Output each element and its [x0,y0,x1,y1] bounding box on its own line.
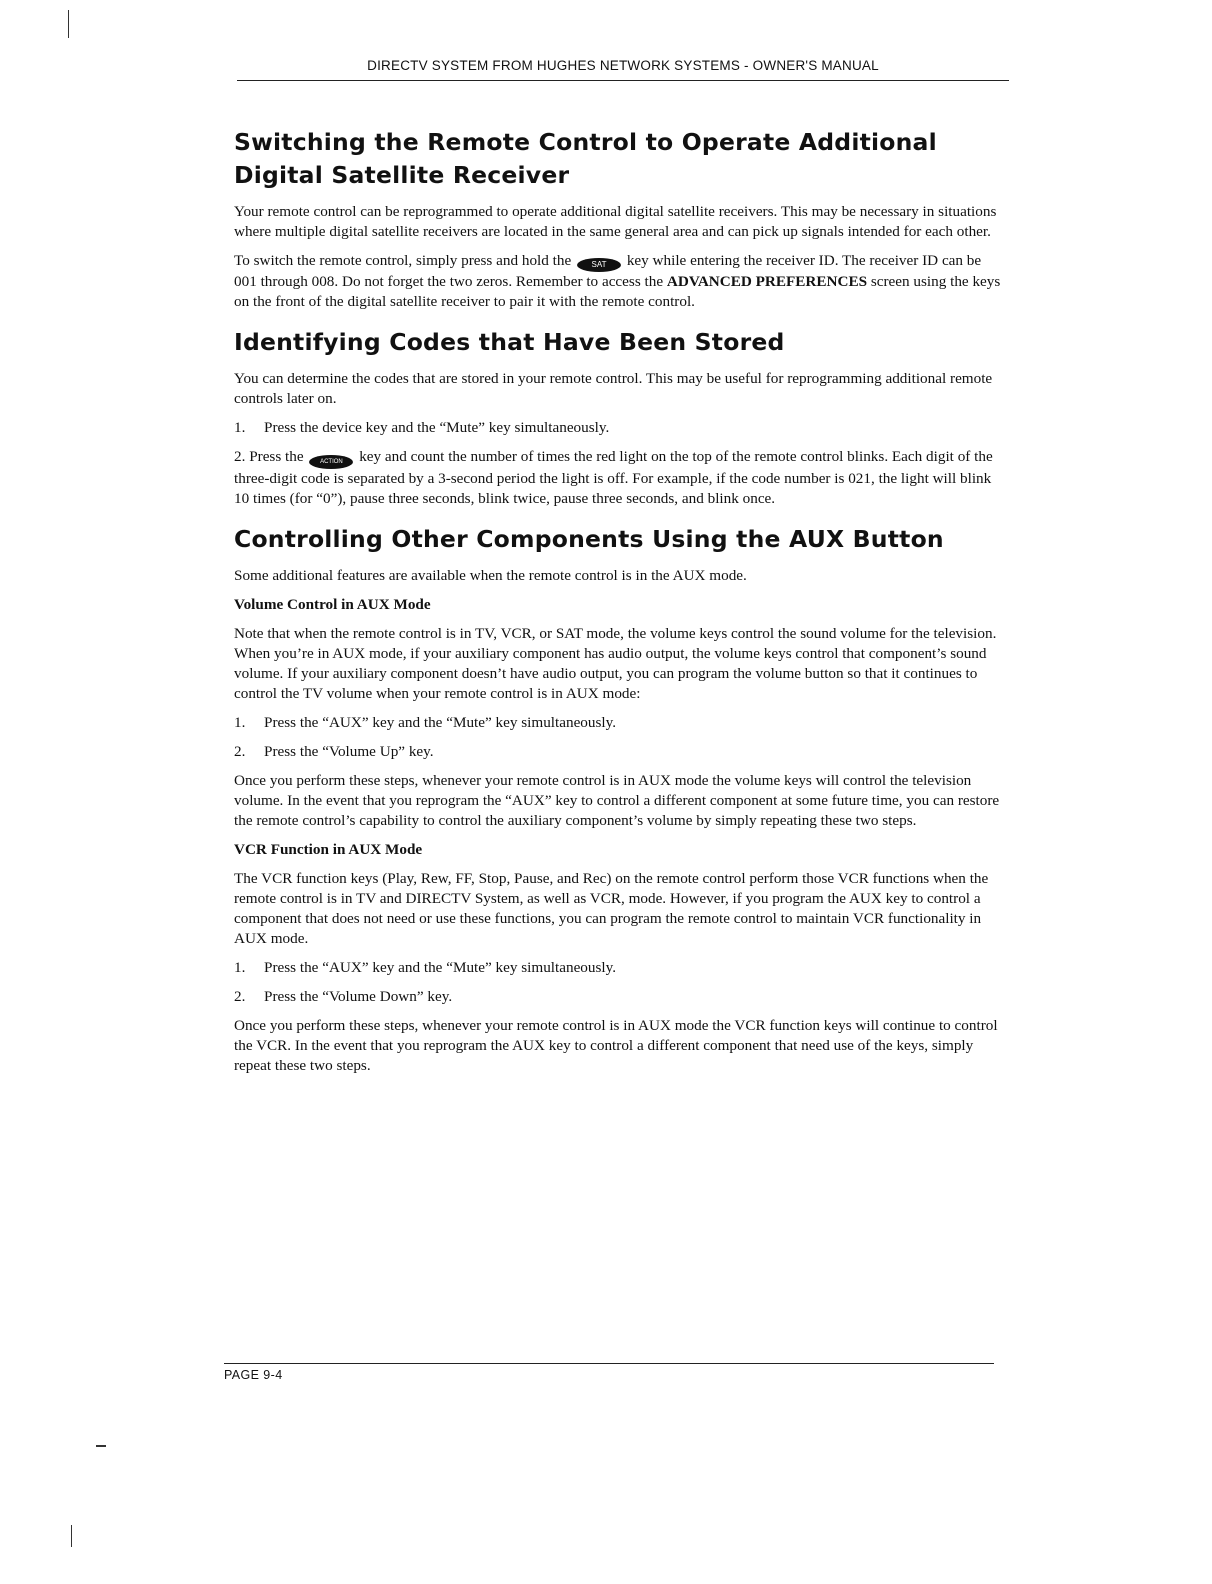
section-heading-aux: Controlling Other Components Using the AUX Button [234,525,944,553]
subheading-volume: Volume Control in AUX Mode [234,596,431,613]
scan-mark [71,1525,72,1547]
paragraph: The VCR function keys (Play, Rew, FF, Stop, Pause, and Rec) on the remote control perform those VCR functions when the remote control is in TV and DIRECTV System, as well as VCR, mode. However, if you program the AUX key to control a component that does not need or use these functions, you can program the remote control to maintain VCR functionality in AUX mode. [234,870,989,947]
paragraph: 2. Press the ACTION key and count the number of times the red light on the top of the remote control blinks. Each digit of the three-digit code is separated by a 3-second period the light is off. For example, if the code number is 021, the light will blink 10 times (for “0”), pause three seconds, blink twice, pause three seconds, and blink once. [234,448,993,507]
paragraph: Some additional features are available when the remote control is in the AUX mode. [234,567,747,584]
paragraph: Your remote control can be reprogrammed to operate additional digital satellite receivers. This may be necessary in situations where multiple digital satellite receivers are located in the same general area and can pick up signals intended for each other. [234,203,997,240]
list-item: 1. Press the “AUX” key and the “Mute” key simultaneously. [234,714,617,731]
paragraph: To switch the remote control, simply press and hold the SAT key while entering the receiver ID. The receiver ID can be 001 through 008. Do not forget the two zeros. Remember to access the ADVANCED PREFERENCES screen using the keys on the front of the digital satellite receiver to pair it with the remote control. [234,252,1001,310]
page-content [234,126,1004,1085]
page-footer [224,1363,994,1382]
paragraph: Once you perform these steps, whenever your remote control is in AUX mode the VCR function keys will continue to control the VCR. In the event that you reprogram the AUX key to control a different component that need use of the keys, simply repeat these two steps. [234,1017,998,1074]
paragraph: Once you perform these steps, whenever your remote control is in AUX mode the volume keys will control the television volume. In the event that you reprogram the “AUX” key to control a different component at some future time, you can restore the remote control’s capability to control the auxiliary component’s volume by simply repeating these two steps. [234,772,1000,829]
list-item: 2. Press the “Volume Down” key. [234,988,453,1005]
page-number: PAGE 9-4 [224,1368,283,1382]
sat-key-icon: SAT [577,258,621,272]
header-title: DIRECTV SYSTEM FROM HUGHES NETWORK SYSTEMS - OWNER'S MANUAL [367,58,879,73]
list-item: 2. Press the “Volume Up” key. [234,743,434,760]
paragraph: You can determine the codes that are stored in your remote control. This may be useful for reprogramming additional remote controls later on. [234,370,993,407]
list-item: 1. Press the device key and the “Mute” key simultaneously. [234,419,610,436]
scan-mark [68,10,69,38]
section-heading-switching: Switching the Remote Control to Operate Additional Digital Satellite Receiver [234,128,937,189]
page-header [237,58,1009,81]
action-key-icon: ACTION [309,455,353,469]
list-item: 1. Press the “AUX” key and the “Mute” key simultaneously. [234,959,617,976]
subheading-vcr: VCR Function in AUX Mode [234,841,423,858]
scan-mark [96,1445,106,1447]
paragraph: Note that when the remote control is in TV, VCR, or SAT mode, the volume keys control the sound volume for the television. When you’re in AUX mode, if your auxiliary component has audio output, the volume keys control that component’s sound volume. If your auxiliary component doesn’t have audio output, you can program the volume button so that it continues to control the TV volume when your remote control is in AUX mode: [234,625,997,702]
section-heading-identifying: Identifying Codes that Have Been Stored [234,328,785,356]
